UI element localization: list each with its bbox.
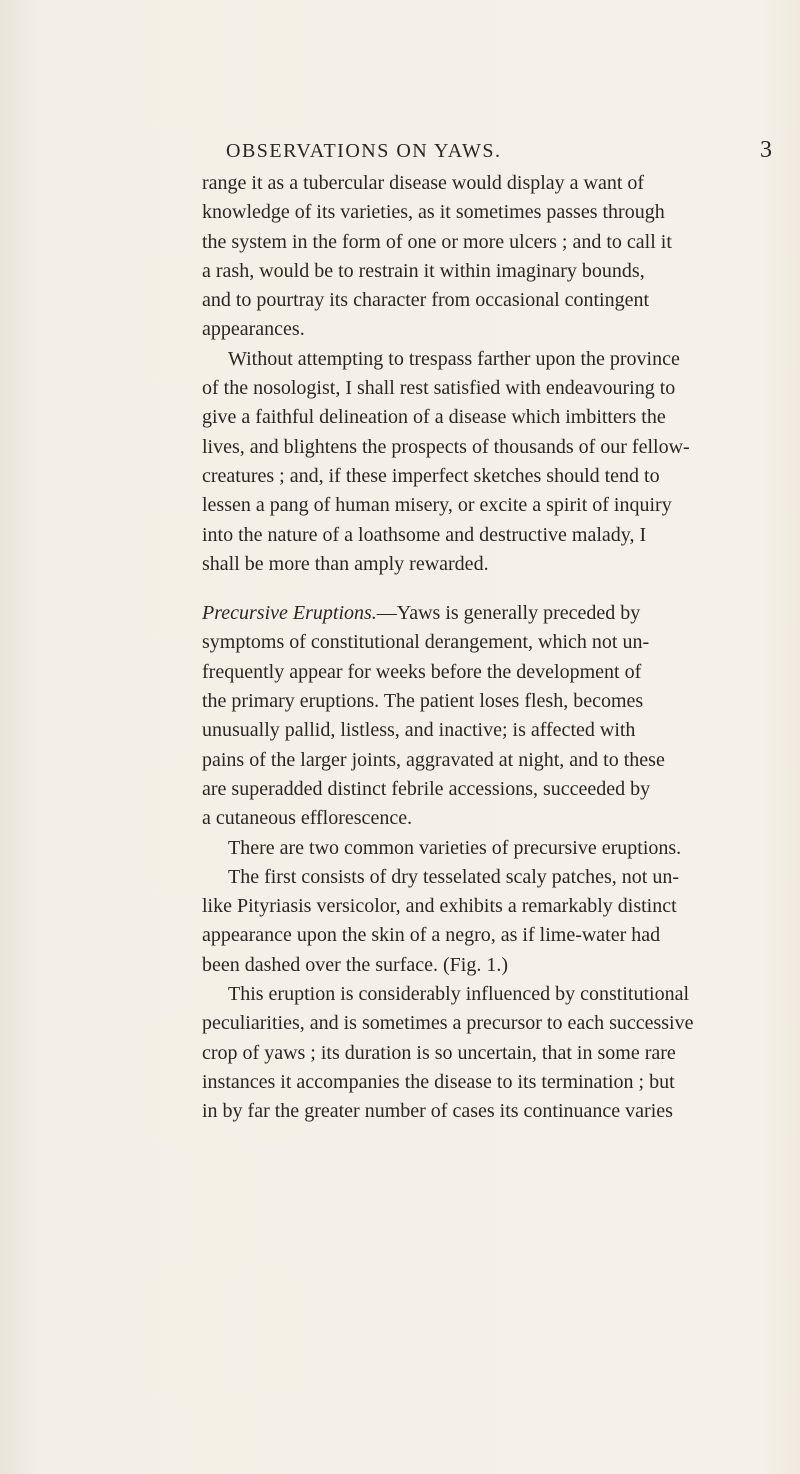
paragraph-gap xyxy=(202,579,800,599)
body-text xyxy=(202,169,800,1127)
text-line: been dashed over the surface. (Fig. 1.) xyxy=(202,953,508,976)
text-line: The first consists of dry tesselated scaly patches, not un- xyxy=(228,865,679,888)
text-line: crop of yaws ; its duration is so uncertain, that in some rare xyxy=(202,1041,676,1064)
text-line: lessen a pang of human misery, or excite a spirit of inquiry xyxy=(202,494,672,517)
text-line: knowledge of its varieties, as it sometimes passes through xyxy=(202,201,665,224)
text-line: pains of the larger joints, aggravated at night, and to these xyxy=(202,748,665,771)
running-head: OBSERVATIONS ON YAWS. xyxy=(226,140,502,162)
text-line: in by far the greater number of cases its continuance varies xyxy=(202,1100,673,1123)
text-line: lives, and blightens the prospects of thousands of our fellow- xyxy=(202,435,690,458)
text-line: are superadded distinct febrile accessions, succeeded by xyxy=(202,777,651,800)
text-line: range it as a tubercular disease would display a want of xyxy=(202,172,645,194)
text-line: Without attempting to trespass farther upon the province xyxy=(228,347,680,370)
text-line xyxy=(202,599,800,628)
text-line: instances it accompanies the disease to its termination ; but xyxy=(202,1070,675,1093)
text-line: symptoms of constitutional derangement, which not un- xyxy=(202,631,650,654)
text-line: and to pourtray its character from occasional contingent xyxy=(202,289,650,312)
text-line: unusually pallid, listless, and inactive; is affected with xyxy=(202,719,636,742)
text-line: appearance upon the skin of a negro, as if lime-water had xyxy=(202,924,661,947)
text-line: a rash, would be to restrain it within imaginary bounds, xyxy=(202,259,645,282)
section-heading: Precursive Eruptions. xyxy=(202,602,377,625)
text-line: the system in the form of one or more ulcers ; and to call it xyxy=(202,230,672,253)
text-line: frequently appear for weeks before the development of xyxy=(202,660,642,683)
text-line: appearances. xyxy=(202,318,305,341)
text-line: shall be more than amply rewarded. xyxy=(202,552,489,575)
text-line: the primary eruptions. The patient loses flesh, becomes xyxy=(202,690,644,713)
text-line: into the nature of a loathsome and destructive malady, I xyxy=(202,523,647,546)
text-line: creatures ; and, if these imperfect sketches should tend to xyxy=(202,464,660,487)
page-number: 3 xyxy=(760,137,772,163)
text-line: There are two common varieties of precursive eruptions. xyxy=(228,836,682,859)
text-line: a cutaneous efflorescence. xyxy=(202,807,413,830)
text-line: peculiarities, and is sometimes a precursor to each successive xyxy=(202,1012,694,1035)
text-line: like Pityriasis versicolor, and exhibits a remarkably distinct xyxy=(202,895,677,918)
text-line: of the nosologist, I shall rest satisfied with endeavouring to xyxy=(202,377,676,400)
text-line: give a faithful delineation of a disease which imbitters the xyxy=(202,406,666,429)
text-line: This eruption is considerably influenced by constitutional xyxy=(228,983,690,1006)
text-fragment: —Yaws is generally preceded by xyxy=(376,602,641,625)
